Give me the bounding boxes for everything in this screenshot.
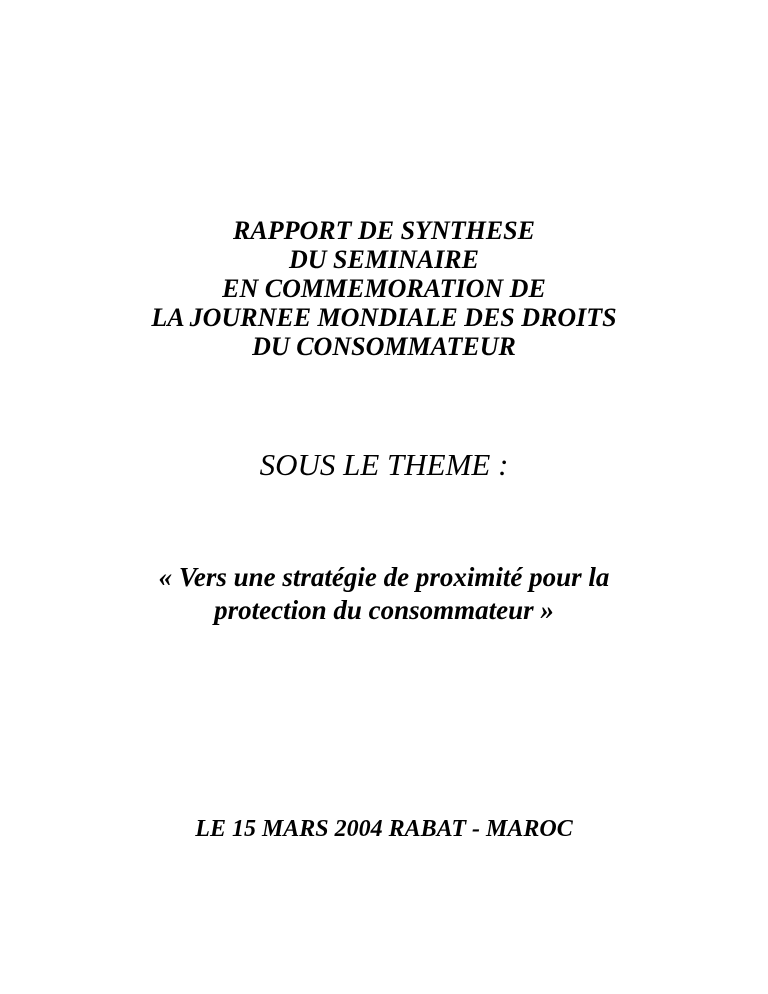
theme-statement-line: protection du consommateur »: [214, 595, 554, 625]
report-title-line: LA JOURNEE MONDIALE DES DROITS: [151, 303, 617, 332]
report-title-line: DU SEMINAIRE: [288, 245, 479, 274]
report-title-line: EN COMMEMORATION DE: [222, 274, 546, 303]
date-location: LE 15 MARS 2004 RABAT - MAROC: [195, 816, 573, 842]
report-title: [0, 216, 768, 361]
report-title-line: DU CONSOMMATEUR: [252, 332, 516, 361]
report-title-line: RAPPORT DE SYNTHESE: [233, 216, 535, 245]
theme-statement: [0, 561, 768, 627]
theme-heading: SOUS LE THEME :: [259, 447, 509, 482]
theme-statement-line: « Vers une stratégie de proximité pour la: [158, 562, 610, 592]
